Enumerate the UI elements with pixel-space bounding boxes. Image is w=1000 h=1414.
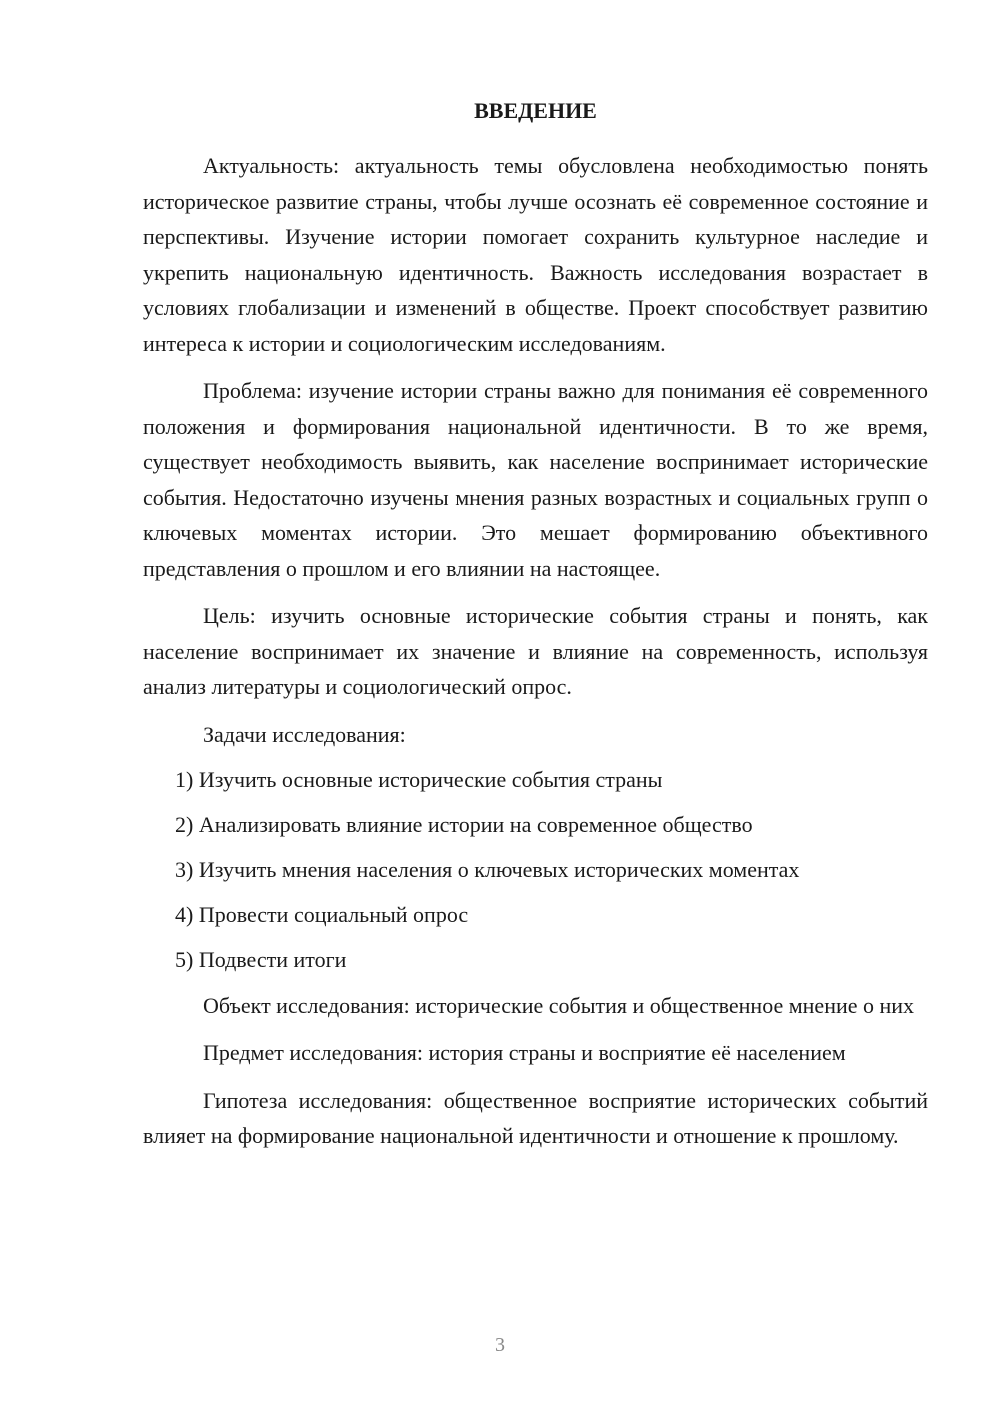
- task-item-5: 5) Подвести итоги: [175, 947, 347, 972]
- hypothesis-paragraph: Гипотеза исследования: общественное восприятие исторических событий влияет на формирование национальной идентичности и отношение к прошлому.: [143, 1087, 928, 1148]
- task-item-4: 4) Провести социальный опрос: [175, 902, 469, 927]
- relevance-paragraph: Актуальность: актуальность темы обусловлена необходимостью понять историческое развитие страны, чтобы лучше осознать её современное состояние и перспективы. Изучение истории помогает сохранить культурное наследие и укрепить национальную идентичность. Важность исследования возрастает в условиях глобализации и изменений в обществе. Проект способствует развитию интереса к истории и социологическим исследованиям.: [143, 153, 928, 356]
- goal-paragraph: Цель: изучить основные исторические события страны и понять, как население воспринимает их значение и влияние на современность, используя анализ литературы и социологический опрос.: [143, 603, 928, 699]
- task-item-3: 3) Изучить мнения населения о ключевых исторических моментах: [175, 857, 800, 882]
- tasks-title: Задачи исследования:: [203, 721, 406, 747]
- page-number: 3: [495, 1334, 505, 1356]
- object-paragraph: Объект исследования: исторические события и общественное мнение о них: [203, 992, 915, 1018]
- section-heading: ВВЕДЕНИЕ: [474, 98, 597, 123]
- task-item-1: 1) Изучить основные исторические события страны: [175, 767, 663, 792]
- task-item-2: 2) Анализировать влияние истории на современное общество: [175, 812, 753, 837]
- problem-paragraph: Проблема: изучение истории страны важно для понимания её современного положения и формирования национальной идентичности. В то же время, существует необходимость выявить, как население воспринимает исторические события. Недостаточно изучены мнения разных возрастных и социальных групп о ключевых моментах истории. Это мешает формированию объективного представления о прошлом и его влиянии на настоящее.: [143, 378, 928, 581]
- subject-paragraph: Предмет исследования: история страны и восприятие её населением: [203, 1040, 846, 1065]
- task-list: [143, 762, 928, 978]
- document-body: [143, 93, 928, 1166]
